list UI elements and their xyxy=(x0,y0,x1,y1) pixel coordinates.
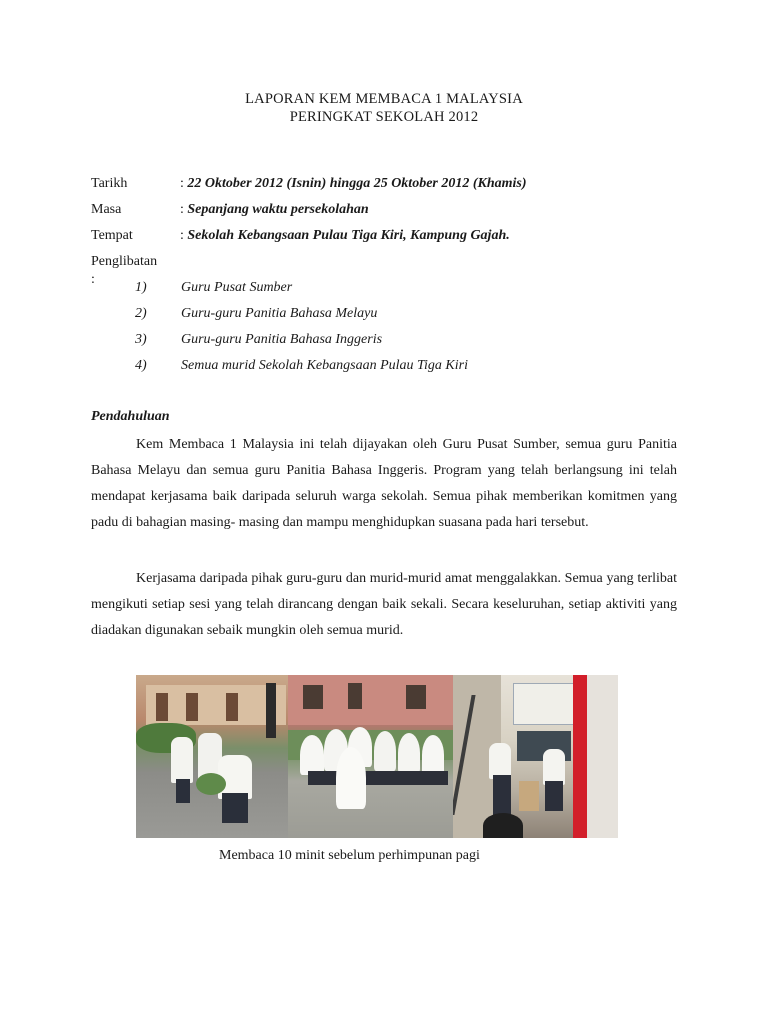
participant-text: Guru-guru Panitia Bahasa Melayu xyxy=(181,306,378,321)
photo-library-corner xyxy=(453,675,618,838)
participation-label: Penglibatan : xyxy=(91,254,158,287)
cooperation-paragraph: Kerjasama daripada pihak guru-guru dan murid-murid amat menggalakkan. Semua yang terlibat mengikuti setiap sesi yang telah dirancang dengan baik sekali. Secara keseluruhan, setiap aktiviti yang diadakan digunakan sebaik mungkin oleh semua murid. xyxy=(91,571,677,638)
photo-caption: Membaca 10 minit sebelum perhimpunan pagi xyxy=(219,848,480,863)
activity-photos xyxy=(136,675,618,838)
time-value: Sepanjang waktu persekolahan xyxy=(187,202,369,217)
participant-text: Guru Pusat Sumber xyxy=(181,280,293,295)
photo-girls-reading xyxy=(288,675,453,838)
time-label: Masa xyxy=(91,202,122,217)
introduction-paragraph: Kem Membaca 1 Malaysia ini telah dijayakan oleh Guru Pusat Sumber, semua guru Panitia Bahasa Melayu dan semua guru Panitia Bahasa Inggeris. Program yang telah berlangsung ini telah mendapat kerjasama baik daripada seluruh warga sekolah. Semua pihak memberikan komitmen yang padu di bahagian masing- masing dan mampu menghidupkan suasana pada hari tersebut. xyxy=(91,437,677,530)
report-subtitle: PERINGKAT SEKOLAH 2012 xyxy=(289,109,479,125)
participant-number: 4) xyxy=(135,358,147,373)
date-value: 22 Oktober 2012 (Isnin) hingga 25 Oktober 2012 (Khamis) xyxy=(187,176,527,191)
report-title: LAPORAN KEM MEMBACA 1 MALAYSIA xyxy=(245,91,523,107)
time-value-wrap xyxy=(180,201,369,219)
photo-students-outdoor xyxy=(136,675,288,838)
date-colon: : xyxy=(180,176,184,191)
date-label: Tarikh xyxy=(91,176,128,191)
date-value-wrap xyxy=(180,175,527,193)
place-label: Tempat xyxy=(91,228,133,243)
participant-number: 2) xyxy=(135,306,147,321)
participant-text: Guru-guru Panitia Bahasa Inggeris xyxy=(181,332,383,347)
participant-number: 1) xyxy=(135,280,147,295)
place-colon: : xyxy=(180,228,184,243)
time-colon: : xyxy=(180,202,184,217)
place-value-wrap xyxy=(180,227,510,245)
participant-text: Semua murid Sekolah Kebangsaan Pulau Tiga Kiri xyxy=(181,358,468,373)
place-value: Sekolah Kebangsaan Pulau Tiga Kiri, Kampung Gajah. xyxy=(187,228,510,243)
participant-number: 3) xyxy=(135,332,147,347)
section-heading: Pendahuluan xyxy=(91,409,170,424)
